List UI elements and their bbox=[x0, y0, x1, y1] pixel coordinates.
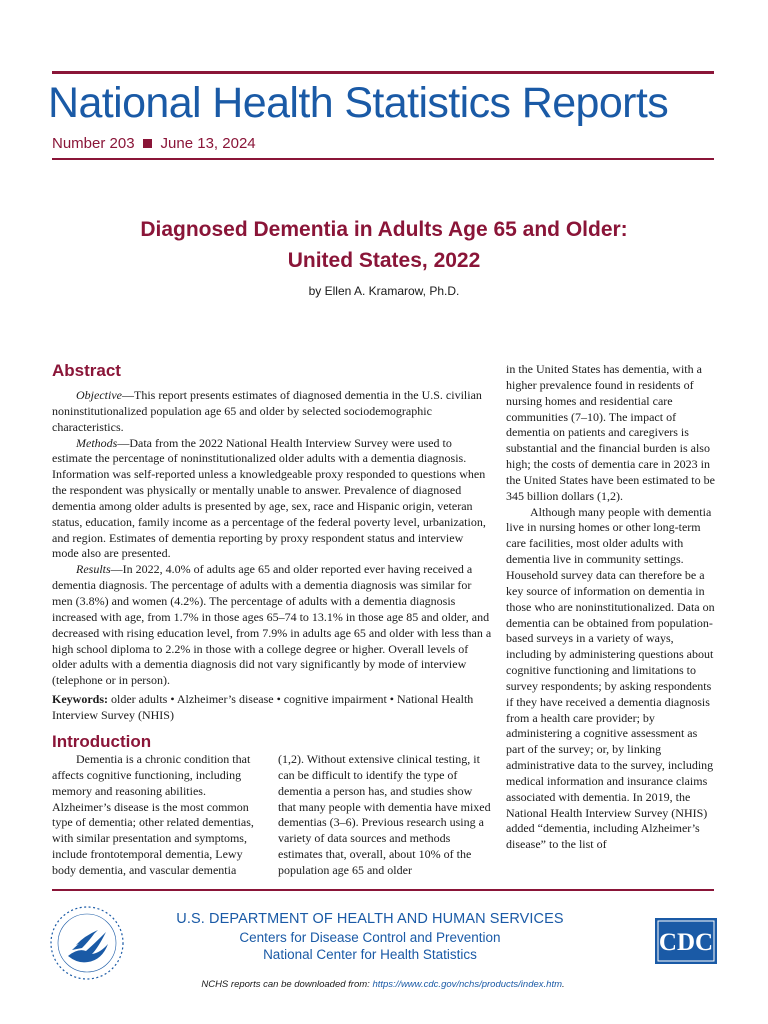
title-line-2: United States, 2022 bbox=[287, 249, 481, 272]
introduction-column-3 bbox=[506, 362, 716, 853]
top-rule bbox=[52, 71, 714, 74]
results-text: —In 2022, 4.0% of adults age 65 and older reported ever having received a dementia diagnosis. The percentage of adults with a dementia diagnosis was similar for men (3.8%) and women (4.2%). The percentage of adults with a dementia diagnosis increased with age, from 1.7% in those ages 65–74 to 13.1% in those age 85 and older, and decreased with rising education level, from 7.9% in adults age 65 and older with less than a high school diploma to 2.2% in those with a college degree or higher. Overall levels of older adults with a dementia diagnosis did not vary significantly by mode of interview (telephone or in person). bbox=[52, 562, 492, 688]
keywords bbox=[52, 692, 492, 724]
header-rule bbox=[52, 158, 714, 160]
objective-text: —This report presents estimates of diagnosed dementia in the U.S. civilian noninstitutionalized population age 65 and older by selected sociodemographic characteristics. bbox=[52, 388, 482, 434]
methods-label: Methods bbox=[76, 435, 118, 450]
keywords-label: Keywords: bbox=[52, 692, 108, 706]
download-suffix: . bbox=[562, 979, 565, 990]
introduction-column-2 bbox=[278, 752, 492, 879]
objective-label: Objective bbox=[76, 388, 122, 402]
agency-block bbox=[150, 910, 590, 963]
series-title: National Health Statistics Reports bbox=[48, 79, 669, 127]
cdc-logo-icon bbox=[655, 918, 717, 964]
report-title bbox=[60, 214, 708, 276]
intro-paragraph-1-cont: (1,2). Without extensive clinical testing, it can be difficult to identify the type of dementia a person has, and studies show that many people with dementia have mixed dementias (3–6). Previous research using a variety of data sources and methods estimates that, overall, about 10% of the population age 65 and older bbox=[278, 752, 491, 877]
download-prefix: NCHS reports can be downloaded from: bbox=[201, 979, 373, 990]
abstract-results bbox=[52, 562, 492, 689]
issue-line bbox=[52, 135, 256, 152]
keywords-text: older adults • Alzheimer’s disease • cognitive impairment • National Health Interview Survey (NHIS) bbox=[52, 692, 474, 722]
cdc-name: Centers for Disease Control and Prevention bbox=[239, 930, 501, 945]
abstract-heading: Abstract bbox=[52, 361, 121, 380]
abstract-body bbox=[52, 388, 492, 689]
department-name: U.S. DEPARTMENT OF HEALTH AND HUMAN SERVICES bbox=[176, 911, 564, 927]
report-number: Number 203 bbox=[52, 135, 135, 152]
introduction-heading: Introduction bbox=[52, 732, 152, 751]
hhs-eagle-seal-icon bbox=[48, 904, 126, 982]
nchs-name: National Center for Health Statistics bbox=[263, 947, 477, 962]
cdc-logo-text: CDC bbox=[658, 929, 714, 956]
abstract-objective bbox=[52, 388, 492, 436]
results-label: Results bbox=[76, 562, 111, 577]
title-line-1: Diagnosed Dementia in Adults Age 65 and Older: bbox=[140, 218, 628, 241]
introduction-column-1 bbox=[52, 752, 264, 879]
square-bullet-icon bbox=[143, 139, 152, 148]
intro-paragraph-1-end: in the United States has dementia, with a higher prevalence found in residents of nursing homes and residential care communities (7–10). The impact of dementia on patients and caregivers is substantial and the financial burden is also high; the costs of dementia care in 2023 in the United States have been estimated to be 345 billion dollars (1,2). bbox=[506, 362, 715, 503]
report-date: June 13, 2024 bbox=[160, 135, 256, 152]
download-link[interactable]: https://www.cdc.gov/nchs/products/index.htm bbox=[372, 979, 562, 990]
download-line bbox=[52, 979, 714, 990]
footer-rule bbox=[52, 889, 714, 891]
methods-text: —Data from the 2022 National Health Interview Survey were used to estimate the percentage of noninstitutionalized older adults with a dementia diagnosis. Information was self-reported unless a knowledgeable proxy responded to questions when the respondent was physically or mentally unable to answer. Prevalence of diagnosed dementia among older adults is presented by age, sex, race and Hispanic origin, veteran status, education, family income as a percentage of the federal poverty level, urbanization, and region. Estimates of dementia reporting by proxy respondent status and interview mode also are presented. bbox=[52, 435, 486, 561]
intro-paragraph-2: Although many people with dementia live in nursing homes or other long-term care facilities, most older adults with dementia live in community settings. Household survey data can therefore be a key source of information on dementia in those who are noninstitutionalized. Data on dementia can be obtained from population-based surveys in a variety of ways, including by administering questions about cognitive functioning and limitations to survey respondents; by asking respondents if they have received a dementia diagnosis from a health care provider; by administering a cognitive assessment as part of the survey; or, by linking administrative data to the survey, including medical information and insurance claims associated with dementia. In 2019, the National Health Interview Survey (NHIS) added “dementia, including Alzheimer’s disease” to the list of bbox=[506, 504, 715, 852]
byline: by Ellen A. Kramarow, Ph.D. bbox=[308, 284, 460, 298]
abstract-methods bbox=[52, 436, 492, 563]
intro-paragraph-1: Dementia is a chronic condition that affects cognitive functioning, including memory and reasoning abilities. Alzheimer’s disease is the most common type of dementia; other related dementias, with similar presentation and symptoms, include frontotemporal dementia, Lewy body dementia, and vascular dementia bbox=[52, 752, 254, 877]
